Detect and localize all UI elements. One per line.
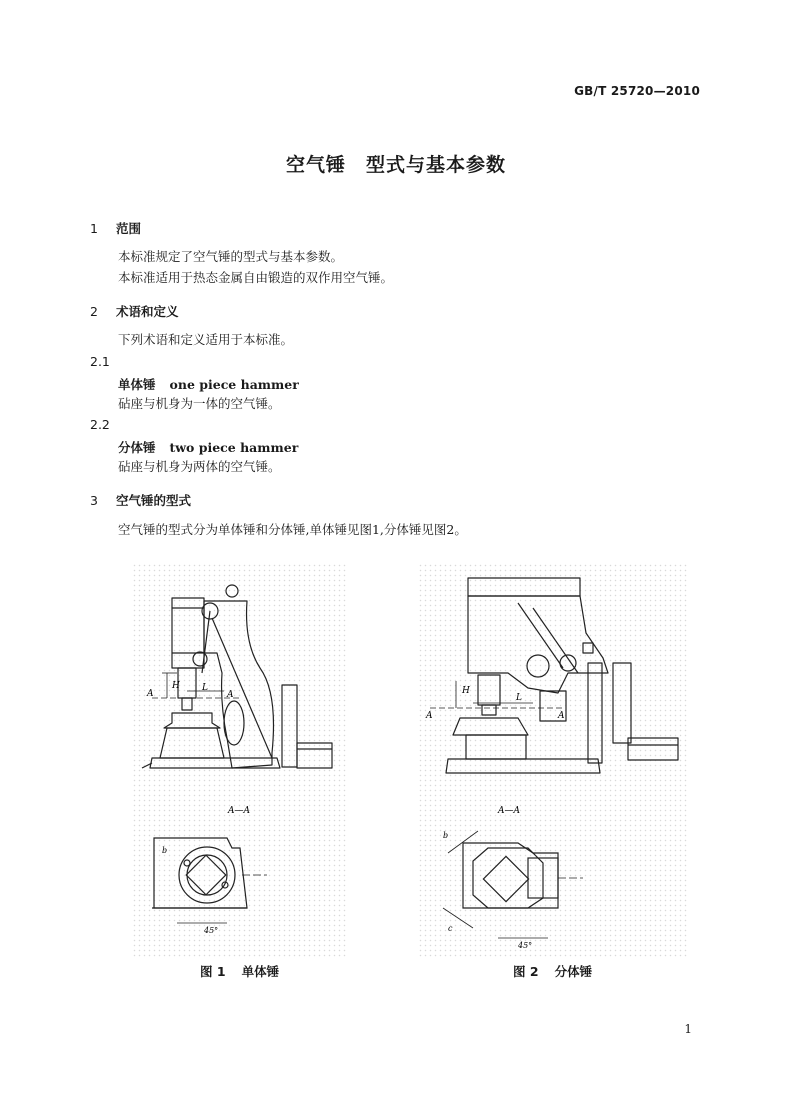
section-title: 术语和定义: [116, 304, 179, 319]
page-number: 1: [684, 1022, 692, 1036]
term-heading: [118, 438, 298, 456]
dimension-b-label: b: [162, 846, 168, 855]
anvil: [453, 718, 528, 735]
figure-number: 图 1: [200, 964, 226, 979]
section-title: 范围: [116, 221, 142, 236]
figure-caption-text: 分体锤: [554, 964, 593, 979]
section-title: 空气锤的型式: [116, 493, 192, 508]
motor-plate: [613, 663, 631, 743]
term-en: one piece hammer: [169, 377, 299, 392]
section-1-heading: [90, 219, 141, 237]
section-view-label: A—A: [228, 806, 250, 816]
section-marker-right: A: [558, 711, 565, 721]
top-cylinder: [468, 578, 580, 596]
figure-1-svg: [132, 563, 347, 958]
figure-number: 图 2: [513, 964, 539, 979]
hammer-frame: [468, 596, 608, 693]
figure-1-caption: [200, 962, 279, 980]
paragraph: 空气锤的型式分为单体锤和分体锤,单体锤见图1,分体锤见图2。: [118, 522, 467, 537]
figure-caption-text: 单体锤: [241, 964, 280, 979]
figure-2-caption: [513, 962, 592, 980]
base: [446, 759, 600, 773]
dimension-l-label: L: [516, 693, 522, 703]
dimension-c-label: c: [448, 924, 453, 933]
paragraph: 下列术语和定义适用于本标准。: [118, 332, 294, 347]
section-marker-left: A: [147, 689, 154, 699]
figure-2-drawing: [418, 563, 688, 958]
term-zh: 单体锤: [118, 377, 156, 392]
section-number: 1: [90, 221, 98, 236]
section-marker-left: A: [426, 711, 433, 721]
term-en: two piece hammer: [169, 440, 299, 455]
term-number: 2.1: [90, 354, 110, 369]
term-definition: 砧座与机身为一体的空气锤。: [118, 396, 281, 411]
section-marker-right: A: [227, 690, 234, 700]
dimension-b-label: b: [443, 831, 449, 840]
section-view-label: A—A: [498, 806, 520, 816]
motor: [628, 738, 678, 760]
section-2-heading: [90, 302, 179, 320]
figure-1-drawing: [132, 563, 347, 958]
term-heading: [118, 375, 299, 393]
section-number: 2: [90, 304, 98, 319]
term-zh: 分体锤: [118, 440, 156, 455]
base: [150, 758, 280, 768]
dimension-l-label: L: [202, 683, 208, 693]
figure-2-svg: [418, 563, 688, 958]
motor-plate: [282, 685, 297, 767]
dimension-h-label: H: [462, 686, 470, 696]
term-number: 2.2: [90, 417, 110, 432]
anvil: [164, 713, 220, 728]
section-number: 3: [90, 493, 98, 508]
standard-code: GB/T 25720—2010: [574, 84, 700, 98]
motor: [297, 743, 332, 768]
paragraph: 本标准适用于热态金属自由锻造的双作用空气锤。: [118, 270, 394, 285]
angle-label: 45°: [204, 926, 219, 935]
pulley: [226, 585, 238, 597]
angle-label: 45°: [518, 941, 533, 950]
section-3-heading: [90, 491, 191, 509]
dimension-h-label: H: [172, 681, 180, 691]
document-title: 空气锤 型式与基本参数: [285, 154, 506, 176]
term-definition: 砧座与机身为两体的空气锤。: [118, 459, 281, 474]
paragraph: 本标准规定了空气锤的型式与基本参数。: [118, 249, 344, 264]
section-view-outline: [154, 838, 247, 908]
